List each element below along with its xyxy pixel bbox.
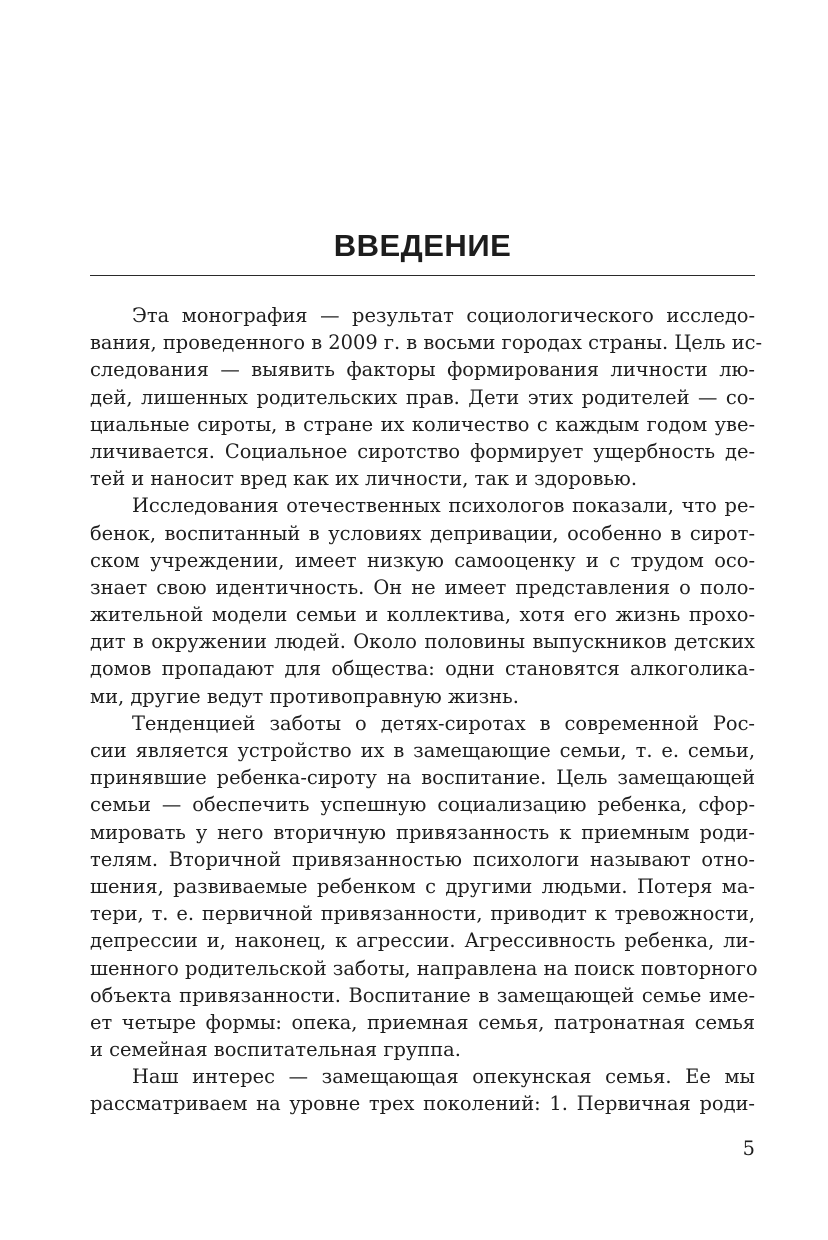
text-line: телям. Вторичной привязанностью психологи называют отно- (90, 847, 755, 871)
text-line: циальные сироты, в стране их количество с каждым годом уве- (90, 412, 755, 436)
text-line: Эта монография — результат социологического исследо- (132, 304, 755, 327)
text-line: дей, лишенных родительских прав. Дети этих родителей — со- (90, 385, 755, 409)
text-line: тери, т. е. первичной привязанности, приводит к тревожности, (90, 902, 755, 926)
text-line: вания, проведенного в 2009 г. в восьми городах страны. Цель ис- (90, 331, 763, 355)
body-text (90, 302, 763, 1118)
text-line: личивается. Социальное сиротство формирует ущербность де- (90, 439, 755, 463)
text-line: бенок, воспитанный в условиях депривации, особенно в сирот- (90, 521, 755, 545)
text-line: Наш интерес — замещающая опекунская семья. Ее мы (132, 1065, 755, 1089)
text-line: и семейная воспитательная группа. (90, 1038, 461, 1062)
page-number: 5 (742, 1137, 755, 1160)
text-line: тей и наносит вред как их личности, так и здоровью. (90, 467, 637, 491)
text-line: семьи — обеспечить успешную социализацию ребенка, сфор- (90, 793, 755, 817)
paragraph (90, 302, 763, 492)
text-line: ет четыре формы: опека, приемная семья, патронатная семья (90, 1010, 755, 1034)
paragraph (90, 1063, 755, 1117)
text-line: рассматриваем на уровне трех поколений: 1. Первичная роди- (90, 1092, 755, 1116)
text-line: домов пропадают для общества: одни становятся алкоголика- (90, 657, 755, 681)
text-line: сии является устройство их в замещающие семьи, т. е. семьи, (90, 739, 755, 762)
text-line: принявшие ребенка-сироту на воспитание. Цель замещающей (90, 766, 755, 790)
text-line: знает свою идентичность. Он не имеет представления о поло- (90, 575, 755, 599)
text-line: Исследования отечественных психологов показали, что ре- (132, 494, 755, 518)
title-divider (90, 275, 755, 276)
text-line: шенного родительской заботы, направлена на поиск повторного (90, 956, 758, 980)
chapter-title: ВВЕДЕНИЕ (333, 228, 512, 263)
text-line: шения, развиваемые ребенком с другими людьми. Потеря ма- (90, 874, 755, 898)
paragraph (90, 710, 758, 1063)
text-line: объекта привязанности. Воспитание в замещающей семье име- (90, 983, 755, 1007)
text-line: дит в окружении людей. Около половины выпускников детских (90, 630, 755, 654)
paragraph (90, 492, 755, 710)
text-line: мировать у него вторичную привязанность к приемным роди- (90, 820, 755, 844)
text-line: депрессии и, наконец, к агрессии. Агрессивность ребенка, ли- (90, 929, 755, 953)
text-line: ском учреждении, имеет низкую самооценку и с трудом осо- (90, 548, 755, 572)
text-line: жительной модели семьи и коллектива, хотя его жизнь прохо- (90, 603, 755, 627)
text-line: Тенденцией заботы о детях-сиротах в современной Рос- (132, 711, 755, 735)
text-line: следования — выявить факторы формирования личности лю- (90, 358, 755, 382)
text-line: ми, другие ведут противоправную жизнь. (90, 684, 519, 708)
